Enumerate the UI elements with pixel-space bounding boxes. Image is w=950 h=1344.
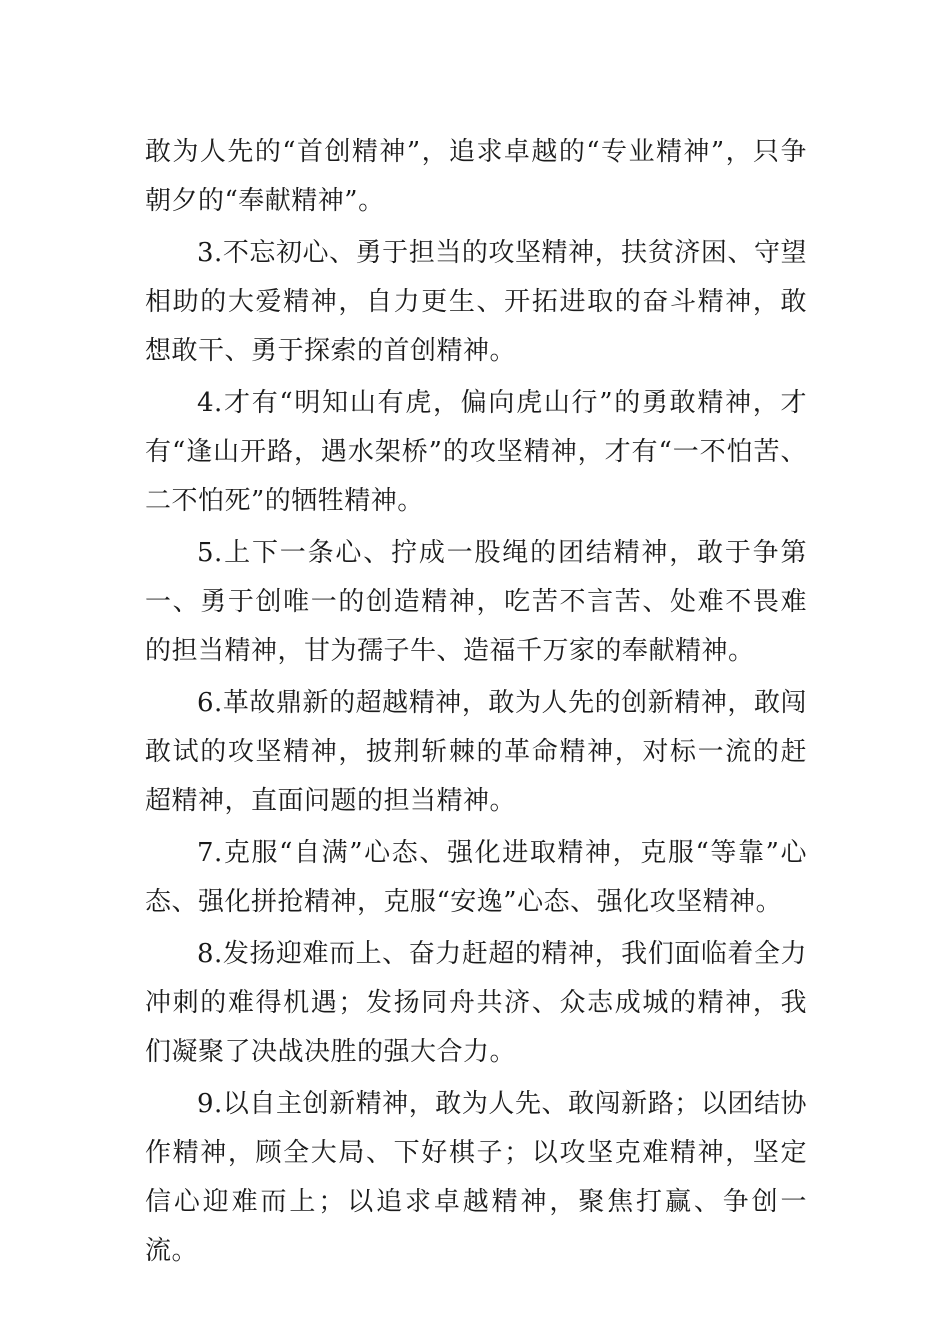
paragraph-continuation: 敢为人先的“首创精神”，追求卓越的“专业精神”，只争朝夕的“奉献精神”。	[145, 137, 807, 216]
document-body	[145, 128, 807, 1276]
paragraph-item-9: 9.以自主创新精神，敢为人先、敢闯新路；以团结协作精神，顾全大局、下好棋子；以攻坚克难精神，坚定信心迎难而上；以追求卓越精神，聚焦打赢、争创一流。	[145, 1089, 807, 1266]
paragraph-item-5: 5.上下一条心、拧成一股绳的团结精神，敢于争第一、勇于创唯一的创造精神，吃苦不言苦、处难不畏难的担当精神，甘为孺子牛、造福千万家的奉献精神。	[145, 538, 807, 666]
paragraph-item-4: 4.才有“明知山有虎，偏向虎山行”的勇敢精神，才有“逢山开路，遇水架桥”的攻坚精神，才有“一不怕苦、二不怕死”的牺牲精神。	[145, 388, 807, 516]
paragraph-item-8: 8.发扬迎难而上、奋力赶超的精神，我们面临着全力冲刺的难得机遇；发扬同舟共济、众志成城的精神，我们凝聚了决战决胜的强大合力。	[145, 939, 807, 1067]
paragraph-item-7: 7.克服“自满”心态、强化进取精神，克服“等靠”心态、强化拼抢精神，克服“安逸”心态、强化攻坚精神。	[145, 838, 807, 917]
paragraph-item-6: 6.革故鼎新的超越精神，敢为人先的创新精神，敢闯敢试的攻坚精神，披荆斩棘的革命精神，对标一流的赶超精神，直面问题的担当精神。	[145, 688, 807, 816]
paragraph-item-3: 3.不忘初心、勇于担当的攻坚精神，扶贫济困、守望相助的大爱精神，自力更生、开拓进取的奋斗精神，敢想敢干、勇于探索的首创精神。	[145, 238, 807, 366]
